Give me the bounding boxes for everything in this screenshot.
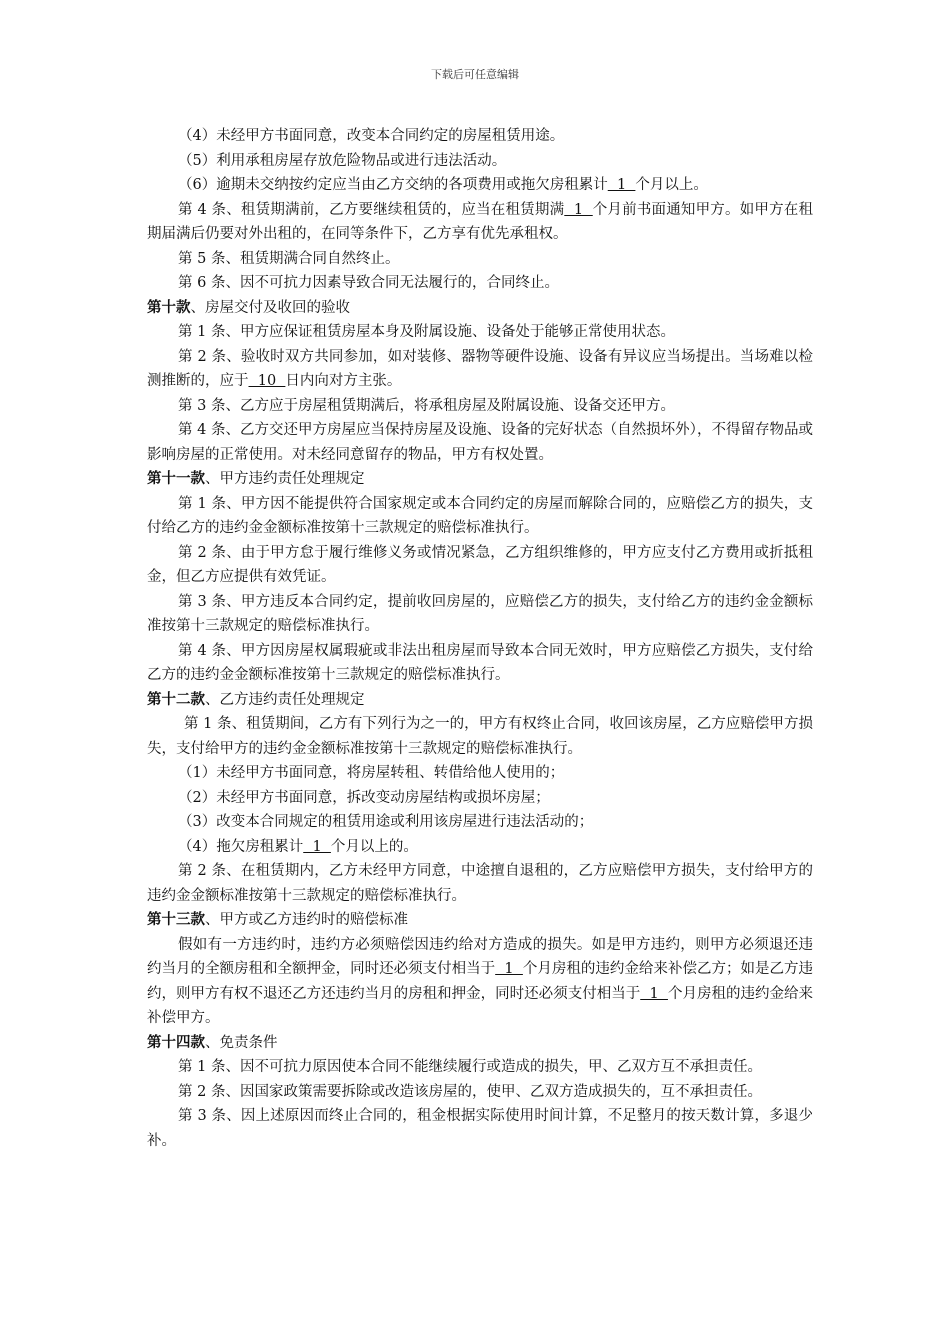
clause-line: 第 4 条、甲方因房屋权属瑕疵或非法出租房屋而导致本合同无效时，甲方应赔偿乙方损失，支付给乙方的违约金金额标准按第十三款规定的赔偿标准执行。 xyxy=(147,642,813,683)
clause-line: 第 3 条、甲方违反本合同约定，提前收回房屋的，应赔偿乙方的损失，支付给乙方的违约金金额标准按第十三款规定的赔偿标准执行。 xyxy=(147,593,813,634)
page-header: 下载后可任意编辑 xyxy=(431,68,519,81)
clause-line: 第 2 条、由于甲方怠于履行维修义务或情况紧急，乙方组织维修的，甲方应支付乙方费用或折抵租金，但乙方应提供有效凭证。 xyxy=(147,544,813,585)
section-heading: 第十一款、甲方违约责任处理规定 xyxy=(147,470,365,487)
clause-line: （1）未经甲方书面同意，将房屋转租、转借给他人使用的； xyxy=(178,765,565,781)
contract-body xyxy=(147,124,813,1153)
blank-field: 1 xyxy=(495,961,523,977)
blank-field: 1 xyxy=(303,838,331,855)
clause-line: （5）利用承租房屋存放危险物品或进行违法活动。 xyxy=(178,152,507,169)
clause-line: （4）拖欠房租累计 1 个月以上的。 xyxy=(178,838,418,855)
blank-field: 10 xyxy=(248,373,286,389)
section-heading: 第十款、房屋交付及收回的验收 xyxy=(147,298,350,316)
clause-line: 第 5 条、租赁期满合同自然终止。 xyxy=(178,250,400,267)
clause-line: 第 4 条、租赁期满前，乙方要继续租赁的，应当在租赁期满 1 个月前书面通知甲方。如甲方在租期届满后仍要对外出租的，在同等条件下，乙方享有优先承租权。 xyxy=(147,201,813,242)
clause-line: 第 2 条、因国家政策需要拆除或改造该房屋的，使甲、乙双方造成损失的，互不承担责任。 xyxy=(178,1083,762,1100)
clause-line: 第 6 条、因不可抗力因素导致合同无法履行的，合同终止。 xyxy=(178,275,559,291)
section-heading: 第十二款、乙方违约责任处理规定 xyxy=(147,690,365,708)
clause-line: 第 1 条、甲方应保证租赁房屋本身及附属设施、设备处于能够正常使用状态。 xyxy=(178,324,675,340)
clause-line: 第 2 条、在租赁期内，乙方未经甲方同意，中途擅自退租的，乙方应赔偿甲方损失，支付给甲方的违约金金额标准按第十三款规定的赔偿标准执行。 xyxy=(147,863,813,904)
blank-field: 1 xyxy=(564,201,593,218)
clause-line: 第 1 条、因不可抗力原因使本合同不能继续履行或造成的损失，甲、乙双方互不承担责任。 xyxy=(178,1059,762,1075)
clause-line: （3）改变本合同规定的租赁用途或利用该房屋进行违法活动的； xyxy=(178,814,594,830)
section-heading: 第十四款、免责条件 xyxy=(147,1033,278,1051)
clause-line: 第 4 条、乙方交还甲方房屋应当保持房屋及设施、设备的完好状态（自然损坏外），不得留存物品或影响房屋的正常使用。对未经同意留存的物品，甲方有权处置。 xyxy=(147,422,813,463)
clause-line: 第 2 条、验收时双方共同参加，如对装修、器物等硬件设施、设备有异议应当场提出。当场难以检测推断的，应于 10 日内向对方主张。 xyxy=(147,348,813,389)
clause-line: （6）逾期未交纳按约定应当由乙方交纳的各项费用或拖欠房租累计 1 个月以上。 xyxy=(178,177,708,193)
blank-field: 1 xyxy=(640,985,668,1002)
clause-line: 假如有一方违约时，违约方必须赔偿因违约给对方造成的损失。如是甲方违约，则甲方必须退还违约当月的全额房租和全额押金，同时还必须支付相当于 1 个月房租的违约金给来补偿乙方；如是乙方违约，则甲方有权不退还乙方还违约当月的房租和押金，同时还必须支付相当于 1 个月房租的违约金给来补偿甲方。 xyxy=(147,936,814,1026)
clause-line: 第 1 条、甲方因不能提供符合国家规定或本合同约定的房屋而解除合同的，应赔偿乙方的损失，支付给乙方的违约金金额标准按第十三款规定的赔偿标准执行。 xyxy=(147,495,813,536)
blank-field: 1 xyxy=(607,177,636,193)
clause-line: 第 3 条、因上述原因而终止合同的，租金根据实际使用时间计算，不足整月的按天数计算，多退少补。 xyxy=(147,1108,813,1149)
clause-line: 第 1 条、租赁期间，乙方有下列行为之一的，甲方有权终止合同，收回该房屋，乙方应赔偿甲方损失，支付给甲方的违约金金额标准按第十三款规定的赔偿标准执行。 xyxy=(147,716,813,757)
clause-line: （4）未经甲方书面同意，改变本合同约定的房屋租赁用途。 xyxy=(178,128,565,144)
clause-line: （2）未经甲方书面同意，拆改变动房屋结构或损坏房屋； xyxy=(178,789,550,806)
clause-line: 第 3 条、乙方应于房屋租赁期满后，将承租房屋及附属设施、设备交还甲方。 xyxy=(178,397,675,414)
section-heading: 第十三款、甲方或乙方违约时的赔偿标准 xyxy=(147,911,408,928)
